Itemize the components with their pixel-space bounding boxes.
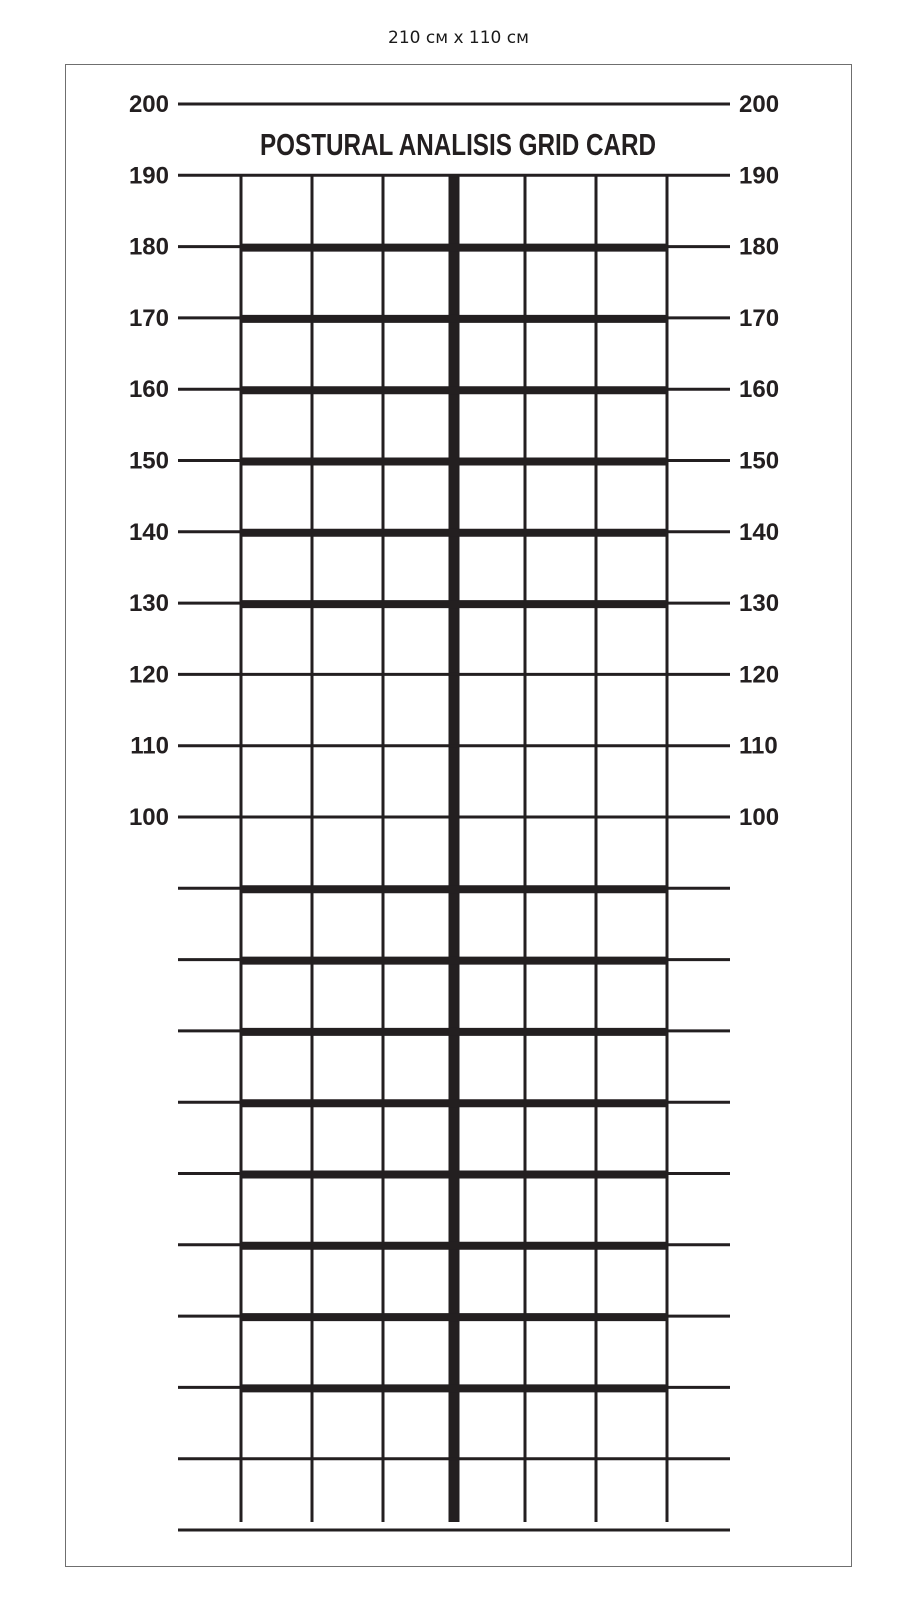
scale-label-right: 200: [739, 91, 780, 118]
size-caption: 210 см x 110 см: [388, 28, 529, 48]
scale-label-right: 140: [739, 518, 780, 546]
scale-label-left: 200: [128, 91, 169, 118]
scale-label-left: 140: [128, 518, 169, 546]
scale-label-left: 190: [128, 162, 169, 190]
scale-label-left: 100: [128, 804, 169, 831]
scale-label-left: 130: [128, 590, 169, 618]
scale-label-right: 120: [739, 661, 780, 689]
scale-label-left: 110: [130, 732, 169, 760]
grid-title: POSTURAL ANALISIS GRID CARD: [260, 127, 656, 162]
scale-label-left: 170: [128, 304, 169, 332]
scale-label-right: 110: [739, 732, 778, 760]
scale-label-left: 180: [128, 233, 169, 261]
scale-label-right: 100: [739, 804, 780, 831]
scale-label-right: 190: [739, 162, 780, 190]
scale-label-left: 160: [128, 376, 169, 404]
scale-label-right: 150: [739, 447, 780, 475]
scale-label-left: 150: [128, 447, 169, 475]
grid-lines: [178, 104, 730, 1530]
scale-label-right: 130: [739, 590, 780, 618]
scale-label-right: 170: [739, 304, 780, 332]
scale-label-right: 160: [739, 376, 780, 404]
scale-label-left: 120: [128, 661, 169, 689]
scale-label-right: 180: [739, 233, 780, 261]
